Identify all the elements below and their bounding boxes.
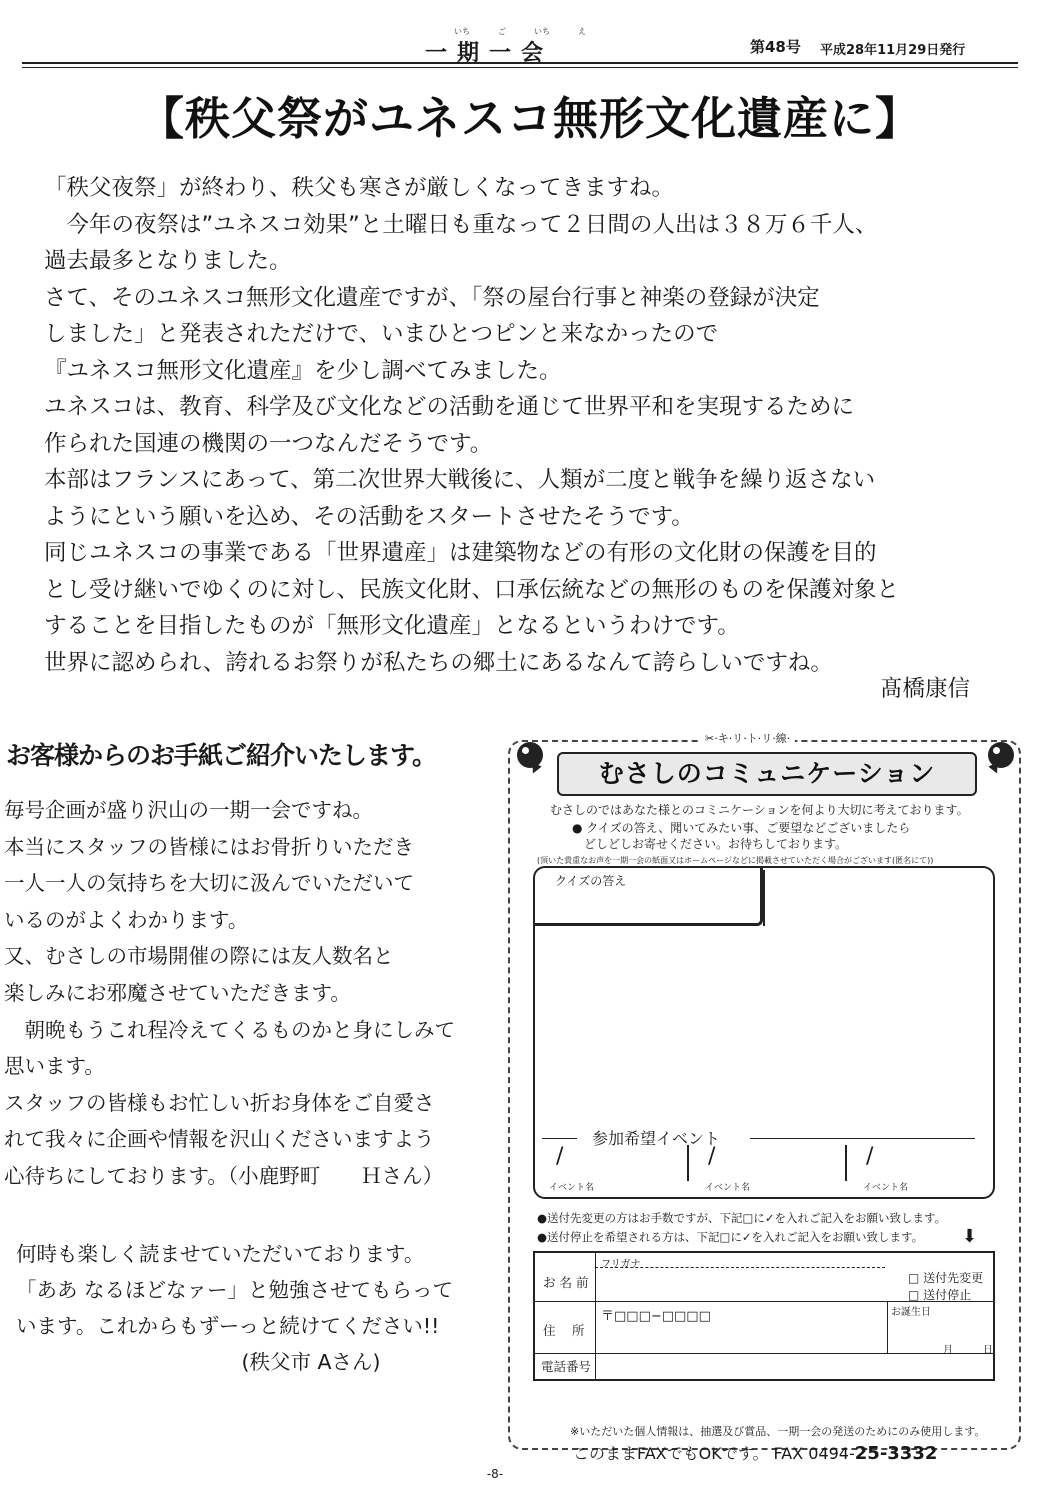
address-label: 住 所: [543, 1323, 585, 1338]
article-body: [44, 170, 1024, 681]
form-note: (頂いた貴重なお声を一期一会の紙面又はホームページなどに掲載させていただく場合がございます(匿名にて)): [537, 856, 934, 865]
article-line: ようにという願いを込め、その活動をスタートさせたそうです。: [44, 503, 694, 530]
ruby-2: ご: [498, 27, 506, 36]
letter-line: スタッフの皆様もお忙しい折お身体をご自愛さ: [4, 1090, 435, 1115]
letter-line: います。これからもずーっと続けてください!!: [16, 1314, 440, 1338]
letter-line: 何時も楽しく読ませていただいております。: [16, 1242, 425, 1266]
ruby-4: え: [578, 27, 586, 36]
fax-info: [573, 1441, 937, 1464]
fax-prefix: このままFAXでもOKです。 FAX 0494-: [573, 1444, 855, 1463]
fax-number: 25-3332: [854, 1443, 938, 1464]
form-intro: むさしのではあなた様とのコミニケーションを何より大切に考えております。: [550, 803, 969, 817]
table-hline: [535, 1353, 993, 1354]
form-banner: むさしのコミュニケーション: [557, 752, 977, 796]
issue-number: 第48号: [750, 38, 801, 56]
letter-line: 朝晩もうこれ程冷えてくるものかと身にしみて: [4, 1017, 455, 1042]
article-line: 世界に認められ、誇れるお祭りが私たちの郷土にあるなんて誇らしいですね。: [44, 649, 833, 676]
header-rule-thick: [22, 62, 1018, 64]
letter-line: 毎号企画が盛り沢山の一期一会ですね。: [4, 798, 373, 822]
article-line: 同じユネスコの事業である「世界遺産」は建築物などの有形の文化財の保護を目的: [44, 540, 877, 566]
article-author: 髙橋康信: [880, 676, 971, 702]
letter-line: 一人一人の気持ちを大切に汲んでいただいて: [4, 871, 414, 896]
event-divider: [845, 1145, 847, 1181]
letter-2: [16, 1236, 486, 1380]
letter-1: [4, 792, 504, 1195]
letters-title: お客様からのお手紙ご紹介いたします。: [6, 741, 437, 770]
event-name-label: イベント名: [705, 1183, 751, 1193]
article-line: 作られた国連の機関の一つなんだそうです。: [44, 430, 493, 457]
letter-line: いるのがよくわかります。: [4, 907, 249, 932]
page-number: -8-: [486, 1467, 504, 1481]
ruby-1: いち: [454, 27, 470, 36]
article-line: さて、そのユネスコ無形文化遺産ですが、「祭の屋台行事と神楽の登録が決定: [44, 284, 820, 311]
postal-code-field[interactable]: 〒□□□−□□□□: [601, 1309, 711, 1324]
letter-line: (秩父市 Aさん): [16, 1350, 381, 1374]
privacy-note: ※いただいた個人情報は、抽選及び賞品、一期一会の発送のためにのみ使用します。: [570, 1425, 986, 1438]
article-line: 今年の夜祭は”ユネスコ効果”と土曜日も重なって２日間の人出は３８万６千人、: [44, 211, 878, 238]
event-rule-left: [542, 1138, 577, 1139]
article-line: しました」と発表されただけで、いまひとつピンと来なかったので: [44, 321, 719, 347]
letter-line: 思います。: [4, 1054, 105, 1079]
article-line: 『ユネスコ無形文化遺産』を少し調べてみました。: [44, 357, 562, 384]
checkbox-change[interactable]: □ 送付先変更: [908, 1271, 984, 1285]
event-divider: [687, 1145, 689, 1181]
letter-line: 本当にスタッフの皆様にはお骨折りいただき: [4, 834, 414, 859]
article-line: ユネスコは、教育、科学及び文化などの活動を通じて世界平和を実現するために: [44, 394, 855, 420]
event-rule-right: [750, 1138, 975, 1139]
ruby-3: いち: [534, 27, 550, 36]
event-slot-2[interactable]: /: [708, 1144, 716, 1169]
table-vline: [595, 1253, 596, 1379]
form-bullet-line: どしどしお寄せください。お待ちしております。: [572, 837, 848, 851]
table-vline: [887, 1301, 888, 1353]
article-line: 本部はフランスにあって、第二次世界大戦後に、人類が二度と戦争を繰り返さない: [44, 467, 876, 493]
form-bullet-line: ● クイズの答え、聞いてみたい事、ご要望などございましたら: [572, 821, 911, 835]
form-bullet: [572, 820, 910, 852]
address-table: [533, 1251, 995, 1381]
article-line: 過去最多となりました。: [44, 248, 292, 274]
event-slot-3[interactable]: /: [866, 1144, 874, 1169]
newsletter-title: 一期一会: [425, 40, 554, 66]
article-line: とし受け継いでゆくのに対し、民族文化財、口承伝統などの無形のものを保護対象と: [44, 576, 900, 603]
birthday-label: お誕生日: [891, 1307, 931, 1318]
month-label: 月: [943, 1345, 953, 1356]
name-label: お 名 前: [543, 1275, 589, 1290]
letter-line: 又、むさしの市場開催の際には友人数名と: [4, 944, 394, 969]
header-rule-thin: [22, 67, 1018, 68]
article-line: 「秩父夜祭」が終わり、秩父も寒さが厳しくなってきますね。: [44, 175, 675, 201]
event-label: 参加希望イベント: [592, 1129, 721, 1148]
article-title: 【秩父祭がユネスコ無形文化遺産に】: [138, 92, 921, 145]
letter-line: 「ああ なるほどなァー」と勉強させてもらって: [16, 1278, 454, 1302]
issue-date: 平成28年11月29日発行: [820, 43, 966, 58]
article-line: することを目指したものが「無形文化遺産」となるというわけです。: [44, 613, 740, 639]
letter-line: れて我々に企画や情報を沢山くださいますよう: [4, 1127, 435, 1152]
quiz-answer-label: クイズの答え: [555, 874, 627, 888]
phone-label: 電話番号: [541, 1359, 592, 1374]
furigana-label: フリガナ: [601, 1259, 641, 1270]
letter-line: 楽しみにお邪魔させていただきます。: [4, 980, 351, 1005]
cut-line-label: ✂·キ·リ·ト·リ·線·: [700, 730, 795, 746]
stop-instruction: ●送付停止を希望される方は、下記□に✓を入れご記入をお願い致します。: [537, 1230, 924, 1244]
change-instruction: ●送付先変更の方はお手数ですが、下記□に✓を入れご記入をお願い致します。: [537, 1211, 947, 1225]
day-label: 日: [983, 1345, 993, 1356]
event-slot-1[interactable]: /: [556, 1144, 564, 1169]
speech-bubble-icon: [517, 742, 543, 768]
event-name-label: イベント名: [863, 1183, 909, 1193]
event-name-label: イベント名: [549, 1183, 595, 1193]
arrow-down-icon: ⬇: [962, 1226, 978, 1247]
quiz-divider: [763, 870, 765, 926]
checkbox-stop[interactable]: □ 送付停止: [908, 1288, 972, 1302]
letter-line: 心待ちにしております。（小鹿野町 Ｈさん）: [4, 1163, 444, 1188]
